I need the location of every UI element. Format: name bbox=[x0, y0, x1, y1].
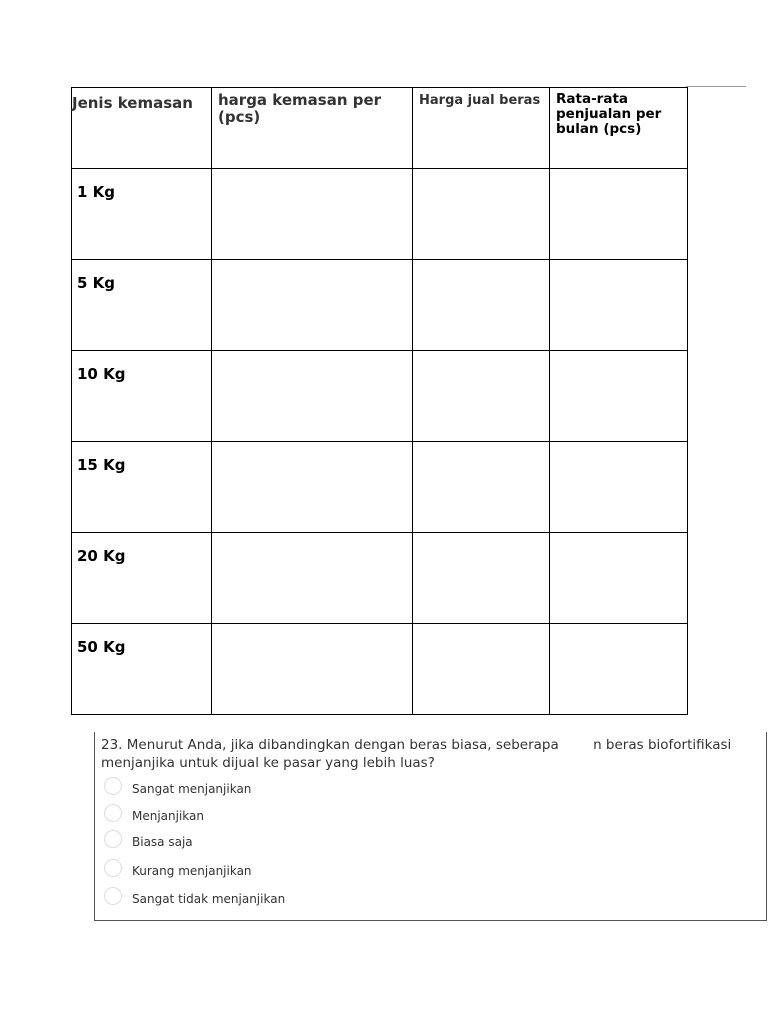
table-cell[interactable] bbox=[413, 533, 550, 624]
table-cell[interactable] bbox=[550, 169, 688, 260]
row-label: 5 Kg bbox=[77, 274, 116, 292]
table-row bbox=[72, 624, 688, 715]
table-cell[interactable] bbox=[212, 624, 413, 715]
table-cell[interactable] bbox=[212, 351, 413, 442]
radio-button[interactable] bbox=[104, 887, 122, 905]
table-cell[interactable] bbox=[413, 624, 550, 715]
table-cell[interactable] bbox=[550, 351, 688, 442]
table-cell[interactable] bbox=[413, 442, 550, 533]
radio-button[interactable] bbox=[104, 830, 122, 848]
radio-button[interactable] bbox=[104, 859, 122, 877]
table-cell[interactable] bbox=[550, 260, 688, 351]
row-label: 1 Kg bbox=[77, 183, 116, 201]
table-cell[interactable] bbox=[413, 351, 550, 442]
option-label: Menjanjikan bbox=[132, 809, 204, 823]
column-header bbox=[413, 88, 550, 169]
table-row bbox=[72, 260, 688, 351]
table-cell[interactable] bbox=[413, 260, 550, 351]
table-cell[interactable] bbox=[550, 533, 688, 624]
table-cell[interactable] bbox=[550, 624, 688, 715]
row-label: 15 Kg bbox=[77, 456, 126, 474]
table-cell[interactable] bbox=[212, 169, 413, 260]
header-rata-rata: Rata-rata penjualan per bulan (pcs) bbox=[556, 91, 662, 137]
question-text: 23. Menurut Anda, jika dibandingkan dengan beras biasa, seberapa n beras biofortifikasi menjanjika untuk dijual ke pasar yang lebih luas? bbox=[101, 737, 732, 771]
row-label: 20 Kg bbox=[77, 547, 126, 565]
horizontal-rule bbox=[686, 86, 746, 87]
packaging-table bbox=[71, 87, 688, 715]
table-row bbox=[72, 169, 688, 260]
table-cell[interactable] bbox=[212, 533, 413, 624]
radio-button[interactable] bbox=[104, 804, 122, 822]
column-header bbox=[550, 88, 688, 169]
row-label: 10 Kg bbox=[77, 365, 126, 383]
column-header bbox=[72, 88, 212, 169]
row-label: 50 Kg bbox=[77, 638, 126, 656]
table-row bbox=[72, 351, 688, 442]
table-cell[interactable] bbox=[413, 169, 550, 260]
table-row bbox=[72, 533, 688, 624]
radio-button[interactable] bbox=[104, 777, 122, 795]
table-cell[interactable] bbox=[212, 260, 413, 351]
option-label: Biasa saja bbox=[132, 835, 193, 849]
column-header bbox=[212, 88, 413, 169]
table-row bbox=[72, 442, 688, 533]
header-harga-kemasan: harga kemasan per (pcs) bbox=[218, 91, 382, 126]
option-label: Sangat tidak menjanjikan bbox=[132, 892, 286, 906]
table-header-row bbox=[72, 88, 688, 169]
question-box bbox=[94, 732, 767, 921]
option-label: Kurang menjanjikan bbox=[132, 864, 252, 878]
header-harga-jual: Harga jual beras bbox=[419, 93, 541, 108]
header-jenis-kemasan: Jenis kemasan bbox=[72, 94, 193, 112]
table-cell[interactable] bbox=[550, 442, 688, 533]
option-label: Sangat menjanjikan bbox=[132, 782, 252, 796]
table-cell[interactable] bbox=[212, 442, 413, 533]
